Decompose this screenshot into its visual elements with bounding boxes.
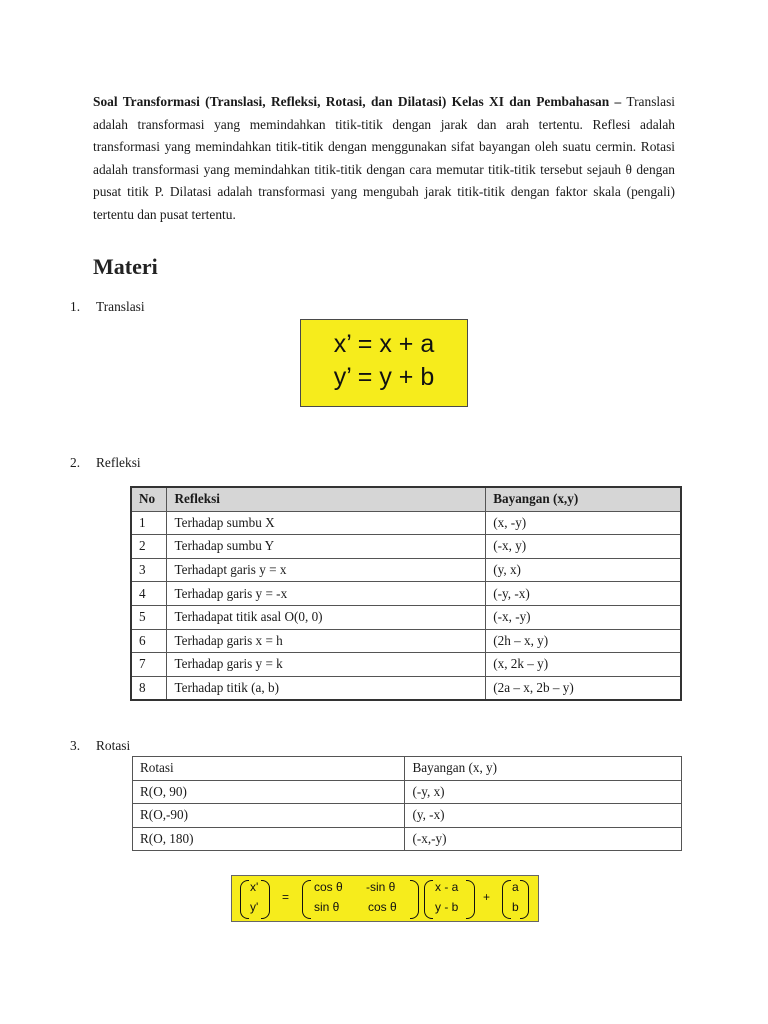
formula-line-x: x’ = x + a bbox=[333, 330, 435, 358]
table-header-row bbox=[133, 757, 682, 781]
table-row bbox=[131, 582, 681, 606]
lhs-x-prime: x' bbox=[250, 880, 259, 894]
row-refleksi: Terhadapt garis y = x bbox=[167, 558, 486, 582]
section-title: Refleksi bbox=[96, 455, 141, 470]
row-bayangan: (-x, y) bbox=[486, 535, 681, 559]
row-bayangan: (y, x) bbox=[486, 558, 681, 582]
header-bayangan: Bayangan (x, y) bbox=[405, 757, 682, 781]
row-no: 4 bbox=[131, 582, 167, 606]
section-refleksi-label bbox=[70, 455, 141, 471]
row-bayangan: (-y, x) bbox=[405, 780, 682, 804]
section-rotasi-label bbox=[70, 738, 130, 754]
row-no: 1 bbox=[131, 511, 167, 535]
row-bayangan: (-x, -y) bbox=[486, 605, 681, 629]
row-no: 5 bbox=[131, 605, 167, 629]
row-refleksi: Terhadap sumbu X bbox=[167, 511, 486, 535]
center-b: b bbox=[512, 900, 519, 914]
row-bayangan: (y, -x) bbox=[405, 804, 682, 828]
refleksi-table bbox=[130, 486, 682, 701]
plus-sign: + bbox=[483, 890, 491, 904]
paren-left bbox=[502, 880, 511, 919]
matrix-m11: cos θ bbox=[314, 880, 343, 894]
rotasi-table bbox=[132, 756, 682, 851]
paren-right bbox=[410, 880, 419, 919]
table-row bbox=[131, 558, 681, 582]
table-row bbox=[131, 535, 681, 559]
table-row bbox=[133, 780, 682, 804]
table-row bbox=[131, 653, 681, 677]
center-a: a bbox=[512, 880, 519, 894]
formula-line-y: y’ = y + b bbox=[333, 363, 435, 391]
matrix-m12: -sin θ bbox=[366, 880, 396, 894]
matrix-m22: cos θ bbox=[368, 900, 397, 914]
row-no: 8 bbox=[131, 676, 167, 700]
row-refleksi: Terhadap garis x = h bbox=[167, 629, 486, 653]
table-row bbox=[131, 605, 681, 629]
matrix-m21: sin θ bbox=[314, 900, 340, 914]
section-title: Translasi bbox=[96, 299, 145, 314]
paren-left bbox=[240, 880, 249, 919]
vector-y-minus-b: y - b bbox=[435, 900, 459, 914]
row-rotasi: R(O, 90) bbox=[133, 780, 405, 804]
section-number: 2. bbox=[70, 455, 81, 470]
row-refleksi: Terhadapat titik asal O(0, 0) bbox=[167, 605, 486, 629]
paren-right bbox=[466, 880, 475, 919]
paren-left bbox=[302, 880, 311, 919]
header-no: No bbox=[131, 487, 167, 511]
materi-heading: Materi bbox=[93, 254, 158, 279]
row-rotasi: R(O,-90) bbox=[133, 804, 405, 828]
table-row bbox=[131, 511, 681, 535]
section-translasi-label bbox=[70, 299, 145, 315]
table-row bbox=[131, 629, 681, 653]
table-row bbox=[133, 804, 682, 828]
row-no: 2 bbox=[131, 535, 167, 559]
row-no: 7 bbox=[131, 653, 167, 677]
row-no: 6 bbox=[131, 629, 167, 653]
rotation-matrix-box bbox=[231, 875, 539, 922]
row-bayangan: (x, 2k – y) bbox=[486, 653, 681, 677]
section-number: 1. bbox=[70, 299, 81, 314]
paren-left bbox=[424, 880, 433, 919]
lhs-y-prime: y' bbox=[250, 900, 259, 914]
section-title: Rotasi bbox=[96, 738, 131, 753]
row-no: 3 bbox=[131, 558, 167, 582]
row-bayangan: (2a – x, 2b – y) bbox=[486, 676, 681, 700]
row-refleksi: Terhadap titik (a, b) bbox=[167, 676, 486, 700]
table-row bbox=[131, 676, 681, 700]
translasi-formula-box bbox=[300, 319, 468, 407]
row-rotasi: R(O, 180) bbox=[133, 827, 405, 851]
section-number: 3. bbox=[70, 738, 81, 753]
row-refleksi: Terhadap garis y = k bbox=[167, 653, 486, 677]
row-refleksi: Terhadap sumbu Y bbox=[167, 535, 486, 559]
header-bayangan: Bayangan (x,y) bbox=[486, 487, 681, 511]
paren-right bbox=[261, 880, 270, 919]
vector-x-minus-a: x - a bbox=[435, 880, 459, 894]
intro-body: Translasi adalah transformasi yang memindahkan titik-titik dengan jarak dan arah tertentu. Reflesi adalah transformasi yang memindahkan titik-titik dengan menggunakan sifat bayangan oleh suatu cermin. Rotasi adalah transformasi yang memindahkan titik-titik dengan cara memutar titik-titik tersebut sejauh θ dengan pusat titik P. Dilatasi adalah transformasi yang mengubah jarak titik-titik dengan faktor skala (pengali) tertentu dan pusat tertentu. bbox=[93, 94, 675, 222]
row-bayangan: (-x,-y) bbox=[405, 827, 682, 851]
header-rotasi: Rotasi bbox=[133, 757, 405, 781]
table-row bbox=[133, 827, 682, 851]
paren-right bbox=[520, 880, 529, 919]
intro-title: Soal Transformasi (Translasi, Refleksi, Rotasi, dan Dilatasi) Kelas XI dan Pembahasan – bbox=[93, 94, 622, 109]
row-bayangan: (-y, -x) bbox=[486, 582, 681, 606]
table-header-row bbox=[131, 487, 681, 511]
header-refleksi: Refleksi bbox=[167, 487, 486, 511]
equals-sign: = bbox=[282, 890, 290, 904]
row-bayangan: (2h – x, y) bbox=[486, 629, 681, 653]
row-refleksi: Terhadap garis y = -x bbox=[167, 582, 486, 606]
intro-paragraph bbox=[93, 91, 675, 227]
row-bayangan: (x, -y) bbox=[486, 511, 681, 535]
